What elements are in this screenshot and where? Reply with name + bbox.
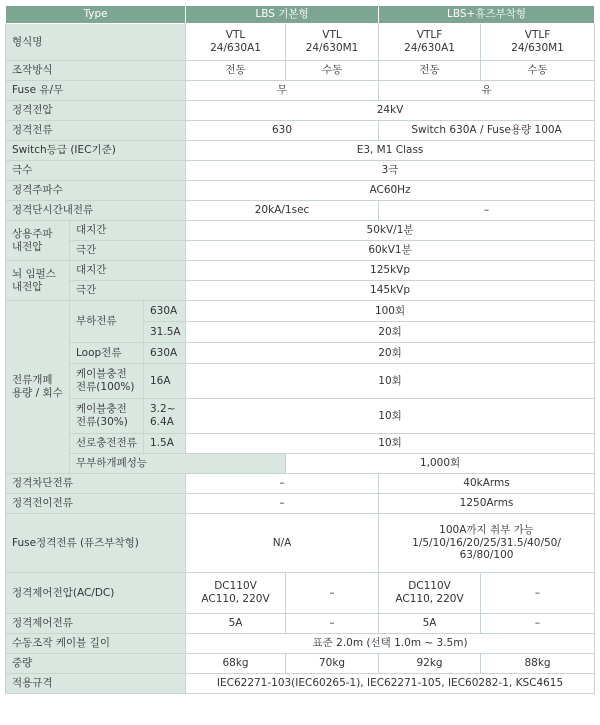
value-cell: 125kVp [186, 261, 595, 281]
value-cell: 20kA/1sec [186, 201, 379, 221]
row-label: 무부하개폐성능 [70, 454, 286, 474]
value-cell: 표준 2.0m (선택 1.0m ~ 3.5m) [186, 634, 595, 654]
value-cell: 5A [379, 614, 481, 634]
model-vtl-m1: VTL 24/630M1 [286, 24, 379, 61]
row-label: 수동조작 케이블 길이 [6, 634, 186, 654]
row-breaking-current [6, 474, 595, 494]
row-label: 상용주파 내전압 [6, 221, 70, 261]
header-type: Type [6, 6, 186, 24]
row-breaking-line [6, 434, 595, 454]
row-label: Switch등급 (IEC기준) [6, 141, 186, 161]
row-label: 정격전류 [6, 121, 186, 141]
value-cell: 유 [379, 81, 595, 101]
row-power-freq-ground [6, 221, 595, 241]
row-label: 조작방식 [6, 61, 186, 81]
value-cell: – [286, 573, 379, 614]
spec-table [5, 5, 595, 694]
row-label: 뇌 임펄스 내전압 [6, 261, 70, 301]
row-control-voltage [6, 573, 595, 614]
value-cell: 10회 [186, 434, 595, 454]
value-cell: 10회 [186, 364, 595, 399]
row-label: 전류개폐 용량 / 회수 [6, 301, 70, 474]
value-cell: 630 [186, 121, 379, 141]
row-breaking-loop [6, 343, 595, 364]
value-cell: 88kg [481, 654, 595, 674]
row-label: 정격제어전류 [6, 614, 186, 634]
value-cell: 5A [186, 614, 286, 634]
value-cell: 100A까지 취부 가능 1/5/10/16/20/25/31.5/40/50/ 63/80/100 [379, 514, 595, 573]
value-cell: Switch 630A / Fuse용량 100A [379, 121, 595, 141]
row-rated-voltage [6, 101, 595, 121]
value-cell: 3극 [186, 161, 595, 181]
row-frequency [6, 181, 595, 201]
row-control-current [6, 614, 595, 634]
value-cell: 145kVp [186, 281, 595, 301]
value-cell: 24kV [186, 101, 595, 121]
model-vtlf-m1: VTLF 24/630M1 [481, 24, 595, 61]
rating-label: 1.5A [144, 434, 186, 454]
value-cell: 50kV/1분 [186, 221, 595, 241]
row-impulse-pole [6, 281, 595, 301]
row-label: 정격제어전압(AC/DC) [6, 573, 186, 614]
row-weight [6, 654, 595, 674]
value-cell: 100회 [186, 301, 595, 322]
sub-label: 극간 [70, 241, 186, 261]
value-cell: DC110V AC110, 220V [379, 573, 481, 614]
value-cell: 전동 [379, 61, 481, 81]
sub-label: 케이블충전 전류(100%) [70, 364, 144, 399]
row-breaking-load-630 [6, 301, 595, 322]
value-cell: 수동 [286, 61, 379, 81]
rating-label: 630A [144, 343, 186, 364]
rating-label: 3.2~ 6.4A [144, 399, 186, 434]
value-cell: 1,000회 [286, 454, 595, 474]
sub-label: 극간 [70, 281, 186, 301]
sub-label: 선로충전전류 [70, 434, 144, 454]
row-standards [6, 674, 595, 694]
sub-label: 부하전류 [70, 301, 144, 343]
value-cell: 40kArms [379, 474, 595, 494]
sub-label: 대지간 [70, 261, 186, 281]
row-transfer-current [6, 494, 595, 514]
row-breaking-cable100 [6, 364, 595, 399]
row-label: 중량 [6, 654, 186, 674]
value-cell: 1250Arms [379, 494, 595, 514]
value-cell: 60kV1분 [186, 241, 595, 261]
row-short-time [6, 201, 595, 221]
value-cell: 10회 [186, 399, 595, 434]
value-cell: 70kg [286, 654, 379, 674]
value-cell: – [186, 494, 379, 514]
value-cell: 수동 [481, 61, 595, 81]
model-vtl-a1: VTL 24/630A1 [186, 24, 286, 61]
row-cable-length [6, 634, 595, 654]
value-cell: 무 [186, 81, 379, 101]
value-cell: AC60Hz [186, 181, 595, 201]
value-cell: E3, M1 Class [186, 141, 595, 161]
value-cell: – [481, 573, 595, 614]
sub-label: Loop전류 [70, 343, 144, 364]
value-cell: IEC62271-103(IEC60265-1), IEC62271-105, IEC60282-1, KSC4615 [186, 674, 595, 694]
row-label: 정격주파수 [6, 181, 186, 201]
row-breaking-cable30 [6, 399, 595, 434]
value-cell: 20회 [186, 343, 595, 364]
row-poles [6, 161, 595, 181]
row-rated-current [6, 121, 595, 141]
row-switch-class [6, 141, 595, 161]
row-label: 극수 [6, 161, 186, 181]
value-cell: DC110V AC110, 220V [186, 573, 286, 614]
value-cell: 20회 [186, 322, 595, 343]
row-model [6, 24, 595, 61]
row-power-freq-pole [6, 241, 595, 261]
value-cell: 92kg [379, 654, 481, 674]
header-lbs-fuse: LBS+휴즈부착형 [379, 6, 595, 24]
row-label: Fuse 유/무 [6, 81, 186, 101]
sub-label: 대지간 [70, 221, 186, 241]
row-no-load [6, 454, 595, 474]
row-label: 정격전압 [6, 101, 186, 121]
rating-label: 630A [144, 301, 186, 322]
rating-label: 31.5A [144, 322, 186, 343]
row-impulse-ground [6, 261, 595, 281]
row-fuse-rating [6, 514, 595, 573]
value-cell: – [186, 474, 379, 494]
value-cell: 68kg [186, 654, 286, 674]
value-cell: – [379, 201, 595, 221]
row-label: 형식명 [6, 24, 186, 61]
row-operation [6, 61, 595, 81]
row-label: Fuse정격전류 (퓨즈부착형) [6, 514, 186, 573]
value-cell: N/A [186, 514, 379, 573]
sub-label: 케이블충전 전류(30%) [70, 399, 144, 434]
row-label: 정격전이전류 [6, 494, 186, 514]
value-cell: 전동 [186, 61, 286, 81]
value-cell: – [286, 614, 379, 634]
rating-label: 16A [144, 364, 186, 399]
value-cell: – [481, 614, 595, 634]
row-fuse [6, 81, 595, 101]
row-label: 정격단시간내전류 [6, 201, 186, 221]
header-lbs-basic: LBS 기본형 [186, 6, 379, 24]
row-label: 적용규격 [6, 674, 186, 694]
model-vtlf-a1: VTLF 24/630A1 [379, 24, 481, 61]
row-label: 정격차단전류 [6, 474, 186, 494]
